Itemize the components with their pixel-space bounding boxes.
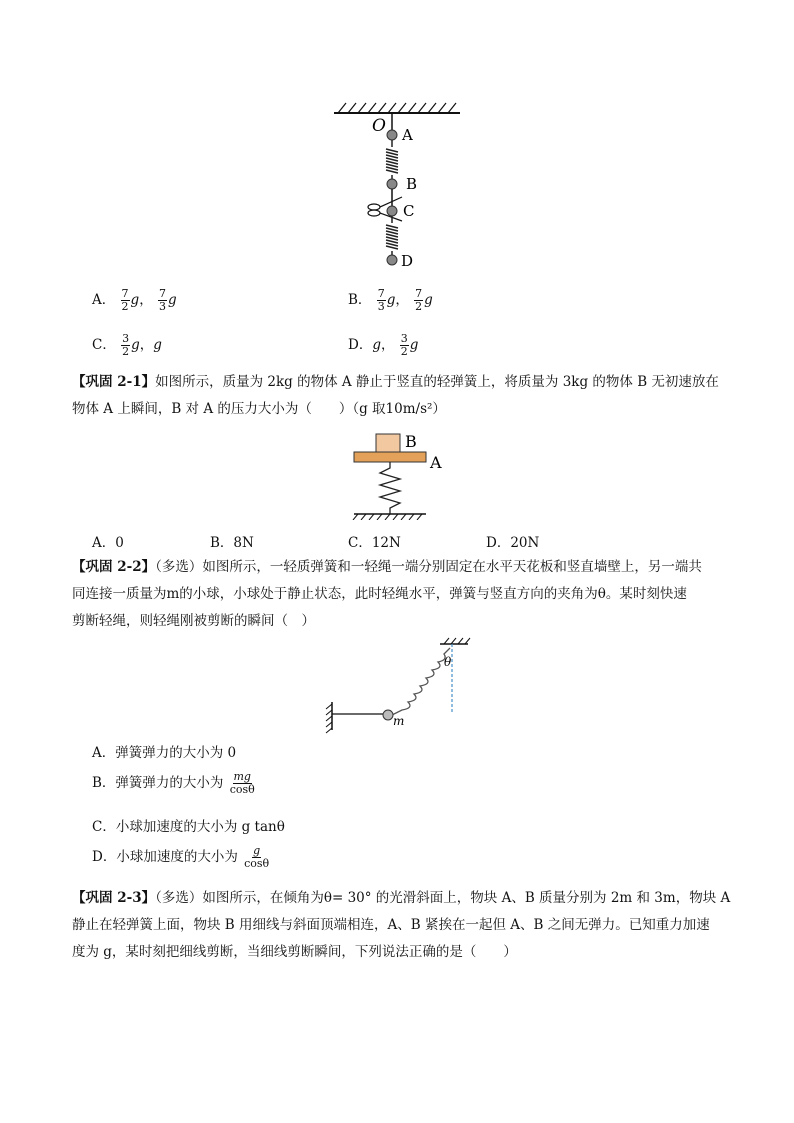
label-d: D: [401, 252, 414, 270]
label-a: A: [430, 453, 442, 472]
q2-1-option-c: C．12N: [348, 535, 401, 551]
q2-1-option-a: A．0: [92, 535, 124, 551]
label-theta: θ: [444, 655, 452, 669]
q2-2-tag: 【巩固 2-2】: [72, 559, 156, 575]
q2-1-stem-line1: 【巩固 2-1】如图所示，质量为 2kg 的物体 A 静止于竖直的轻弹簧上，将质量为 3kg 的物体 B 无初速放在: [72, 374, 719, 390]
q2-2-option-a: A．弹簧弹力的大小为 0: [92, 745, 237, 761]
fraction: $\frac{3}{2}$: [122, 332, 130, 358]
q2-3-stem-line3: 度为 g，某时刻把细线剪断，当细线剪断瞬间，下列说法正确的是（ ）: [72, 944, 517, 960]
q2-1-option-b: B．8N: [210, 535, 254, 551]
q1-option-b: B． $\frac{7}{3}$ g， $\frac{7}{2}$ g: [348, 287, 433, 313]
fraction: $\frac{mg}{\cos\theta}$: [229, 770, 255, 796]
spring-rope-ball-figure: [320, 636, 480, 736]
q1-option-a: A． $\frac{7}{2}$ g， $\frac{7}{3}$ g: [92, 287, 177, 313]
q1-option-c: C． $\frac{3}{2}$ g，g: [92, 332, 162, 358]
q2-2-option-d: D．小球加速度的大小为 $\frac{g}{\cos\theta}$: [92, 844, 270, 870]
blocks-on-spring-figure: [350, 430, 460, 520]
label-m: m: [393, 714, 405, 728]
q1-option-d: D．g， $\frac{3}{2}$ g: [348, 332, 419, 358]
q2-1-stem-line2: 物体 A 上瞬间，B 对 A 的压力大小为（ ）（g 取10m/s²）: [72, 401, 446, 417]
q2-3-tag: 【巩固 2-3】: [72, 890, 156, 906]
fraction: $\frac{7}{2}$: [121, 287, 129, 313]
label-b: B: [405, 432, 417, 451]
q2-2-stem-line3: 剪断轻绳，则轻绳刚被剪断的瞬间（ ）: [72, 613, 315, 629]
q2-3-stem-line1: 【巩固 2-3】（多选）如图所示，在倾角为θ= 30° 的光滑斜面上，物块 A、B 质量分别为 2m 和 3m，物块 A: [72, 890, 731, 906]
label-o: O: [372, 116, 386, 136]
q2-2-option-c: C．小球加速度的大小为 g tanθ: [92, 819, 285, 835]
label-c: C: [403, 202, 415, 220]
fraction: $\frac{7}{2}$: [415, 287, 423, 313]
label-a: A: [402, 126, 413, 144]
q2-1-tag: 【巩固 2-1】: [72, 374, 156, 390]
fraction: $\frac{7}{3}$: [377, 287, 385, 313]
fraction: $\frac{7}{3}$: [159, 287, 166, 313]
q2-2-option-b: B．弹簧弹力的大小为 $\frac{mg}{\cos\theta}$: [92, 770, 255, 796]
q2-2-stem-line2: 同连接一质量为m的小球，小球处于静止状态，此时轻绳水平，弹簧与竖直方向的夹角为θ。某时刻快速: [72, 586, 687, 602]
fraction: $\frac{g}{\cos\theta}$: [244, 844, 270, 870]
spring-balls-figure: [330, 95, 470, 275]
q2-3-stem-line2: 静止在轻弹簧上面，物块 B 用细线与斜面顶端相连，A、B 紧挨在一起但 A、B 之间无弹力。已知重力加速: [72, 917, 710, 933]
fraction: $\frac{3}{2}$: [400, 332, 408, 358]
label-b: B: [406, 175, 418, 193]
q2-2-stem-line1: 【巩固 2-2】（多选）如图所示，一轻质弹簧和一轻绳一端分别固定在水平天花板和竖直墙壁上，另一端共: [72, 559, 702, 575]
q2-1-option-d: D．20N: [486, 535, 540, 551]
